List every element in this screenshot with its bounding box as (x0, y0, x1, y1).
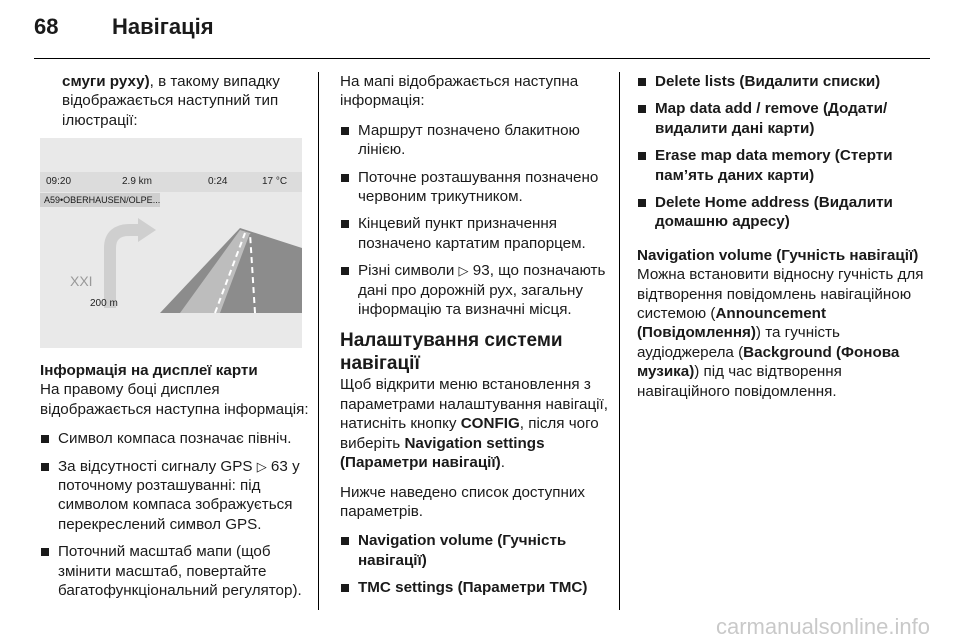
list-item: Delete lists (Видалити списки) (637, 72, 927, 91)
list-item: За відсутності сигналу GPS ▷ 63 у поточному розташуванні: під символом компаса зображується перекреслений символ GPS. (40, 457, 310, 535)
page-number: 68 (34, 14, 59, 39)
list-item: TMC settings (Параметри TMC) (340, 578, 608, 597)
list-item: Navigation volume (Гучність навігації) (340, 531, 608, 570)
volume-paragraph: Можна встановити відносну гучність для відтворення повідомлень навігаційною системою (Announcement (Повідомлення)) та гучність аудіоджерела (Background (Фонова музика)) під час відтворення навігаційного повідомлення. (637, 266, 924, 400)
map-info-list (340, 121, 608, 320)
column-2 (340, 72, 608, 606)
list-item: Символ компаса позначає північ. (40, 429, 310, 448)
section-text: На правому боці дисплея відображається наступна інформація: (40, 381, 309, 418)
column-divider-2 (619, 72, 620, 610)
list-item: Різні символи ▷ 93, що позначають дані про дорожній рух, загальну інформацію та визначні місця. (340, 261, 608, 319)
info-list (40, 429, 310, 600)
street-label: A59•OBERHAUSEN/OLPE... (40, 193, 160, 207)
list-item: Маршрут позначено блакитною лінією. (340, 121, 608, 160)
section-heading-map-info: Інформація на дисплеї карти (40, 362, 258, 379)
settings-paragraph: Щоб відкрити меню встановлення з параметрами налаштування навігації, натисніть кнопку CONFIG, після чого виберіть Navigation settings (Параметри навігації). (340, 376, 608, 472)
params-list-continued (637, 72, 927, 232)
params-list (340, 531, 608, 597)
column-3 (637, 72, 927, 411)
list-item: Map data add / remove (Додати/ видалити дані карти) (637, 99, 927, 138)
column-1 (40, 72, 308, 140)
scale-label: 200 m (90, 298, 118, 309)
navigation-display-illustration (40, 138, 302, 348)
section-heading-volume: Navigation volume (Гучність навігації) (637, 246, 919, 264)
column-1-lower (40, 361, 310, 608)
list-item: Кінцевий пункт призначення позначено картатим прапорцем. (340, 214, 608, 253)
svg-text:XXI: XXI (70, 273, 93, 289)
header-rule (34, 58, 930, 59)
list-item: Поточне розташування позначено червоним трикутником. (340, 168, 608, 207)
intro-paragraph: смуги руху), в такому випадку відображається наступний тип ілюстрації: (62, 73, 280, 129)
watermark: carmanualsonline.info (715, 614, 930, 639)
page-header (0, 0, 960, 60)
column-divider-1 (318, 72, 319, 610)
map-intro: На мапі відображається наступна інформація: (340, 73, 579, 110)
list-item: Поточний масштаб мапи (щоб змінити масштаб, повертайте багатофункціональний регулятор). (40, 542, 310, 600)
list-item: Delete Home address (Видалити домашню адресу) (637, 193, 927, 232)
page-title: Навігація (112, 14, 214, 39)
section-heading-settings: Налаштування системи навігації (340, 330, 563, 375)
list-item: Erase map data memory (Стерти пам’ять даних карти) (637, 146, 927, 185)
params-paragraph: Нижче наведено список доступних параметрів. (340, 483, 585, 520)
highway-graphic (40, 138, 302, 348)
status-bar: 09:20 2.9 km 0:24 17 °C (40, 172, 302, 192)
reference-arrow-icon: ▷ (256, 458, 267, 474)
reference-arrow-icon: ▷ (458, 263, 469, 279)
